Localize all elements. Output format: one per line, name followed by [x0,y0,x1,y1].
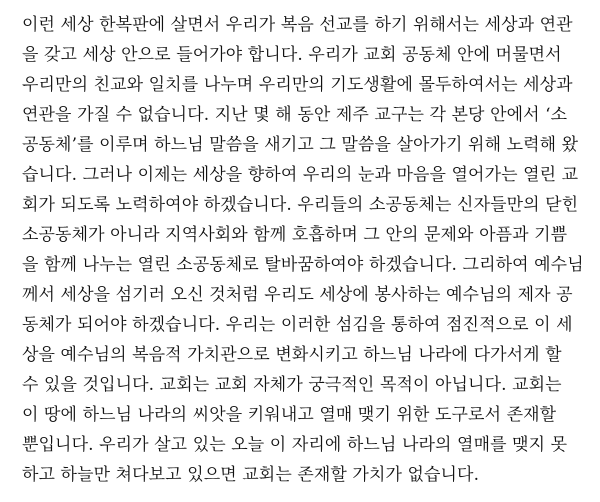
text-line: 동체가 되어야 하겠습니다. 우리는 이러한 섬김을 통하여 점진적으로 이 세 [22,315,573,335]
text-line: 이 땅에 하느님 나라의 씨앗을 키워내고 열매 맺기 위한 도구로서 존재할 [22,405,557,425]
text-line: 을 갖고 세상 안으로 들어가야 합니다. 우리가 교회 공동체 안에 머물면서 [22,45,562,65]
text-line: 수 있을 것입니다. 교회는 교회 자체가 궁극적인 목적이 아닙니다. 교회는 [22,375,562,395]
text-line: 우리만의 친교와 일치를 나누며 우리만의 기도생활에 몰두하여서는 세상과 [22,75,573,95]
text-line: 하고 하늘만 쳐다보고 있으면 교회는 존재할 가치가 없습니다. [22,465,480,485]
text-line: 연관을 가질 수 없습니다. 지난 몇 해 동안 제주 교구는 각 본당 안에서 ‘소 [22,105,568,125]
text-line: 뿐입니다. 우리가 살고 있는 오늘 이 자리에 하느님 나라의 열매를 맺지 못 [22,435,568,455]
text-line: 상을 예수님의 복음적 가치관으로 변화시키고 하느님 나라에 다가서게 할 [22,345,562,365]
text-line: 회가 되도록 노력하여야 하겠습니다. 우리들의 소공동체는 신자들만의 닫힌 [22,195,579,215]
text-line: 공동체’를 이루며 하느님 말씀을 새기고 그 말씀을 살아가기 위해 노력해 왔 [22,135,579,155]
text-line: 소공동체가 아니라 지역사회와 함께 호흡하며 그 안의 문제와 아픔과 기쁨 [22,225,568,245]
text-line: 을 함께 나누는 열린 소공동체로 탈바꿈하여야 하겠습니다. 그리하여 예수님 [22,255,584,275]
text-line: 이런 세상 한복판에 살면서 우리가 복음 선교를 하기 위해서는 세상과 연관 [22,15,573,35]
text-line: 께서 세상을 섬기러 오신 것처럼 우리도 세상에 봉사하는 예수님의 제자 공 [22,285,573,305]
body-paragraph [22,10,592,490]
text-line: 습니다. 그러나 이제는 세상을 향하여 우리의 눈과 마음을 열어가는 열린 교 [22,165,579,185]
